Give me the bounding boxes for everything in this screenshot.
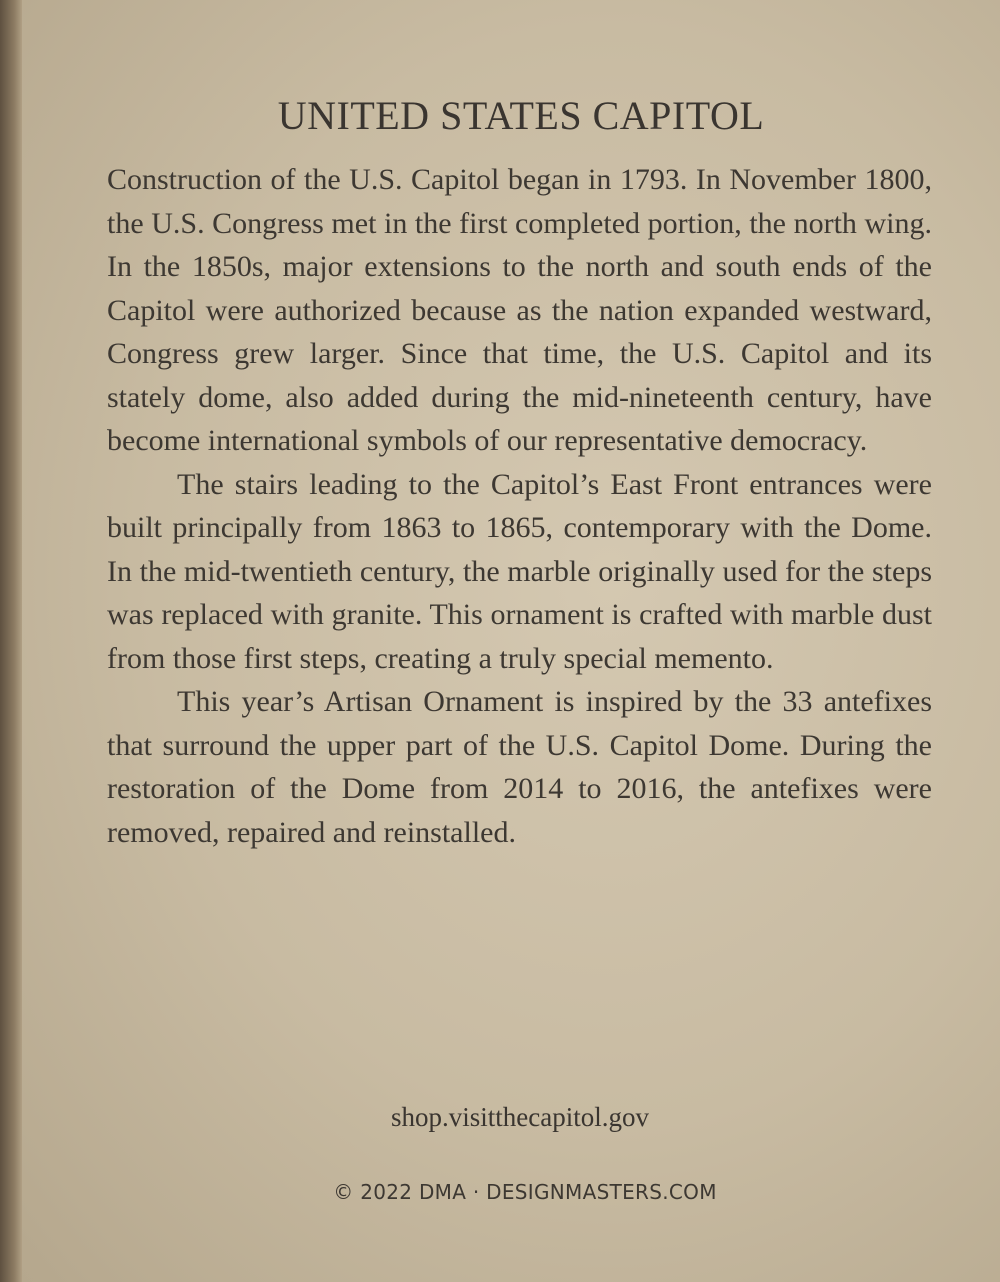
paragraph-artisan-ornament: This year’s Artisan Ornament is inspired by the 33 antefixes that surround the upper part of the U.S. Capitol Dome. During the restoration of the Dome from 2014 to 2016, the antefixes were removed, repaired and reinstalled. <box>107 685 932 849</box>
card-edge-shadow <box>0 0 24 1282</box>
paragraph-construction-history: Construction of the U.S. Capitol began in 1793. In November 1800, the U.S. Congress met in the first completed portion, the north wing. In the 1850s, major extensions to the north and south ends of the Capitol were authorized because as the nation expanded westward, Congress grew larger. Since that time, the U.S. Capitol and its stately dome, also added during the mid-nineteenth century, have become international symbols of our representative democracy. <box>107 163 932 457</box>
card-body <box>107 158 932 854</box>
copyright-notice: © 2022 DMA · DESIGNMASTERS.COM <box>333 1180 717 1204</box>
shop-url: shop.visitthecapitol.gov <box>391 1102 649 1132</box>
paragraph-east-front-stairs: The stairs leading to the Capitol’s East Front entrances were built principally from 1863 to 1865, contemporary with the Dome. In the mid-twentieth century, the marble originally used for the steps was replaced with granite. This ornament is crafted with marble dust from those first steps, creating a truly special memento. <box>107 467 932 675</box>
card-title: UNITED STATES CAPITOL <box>277 93 765 138</box>
